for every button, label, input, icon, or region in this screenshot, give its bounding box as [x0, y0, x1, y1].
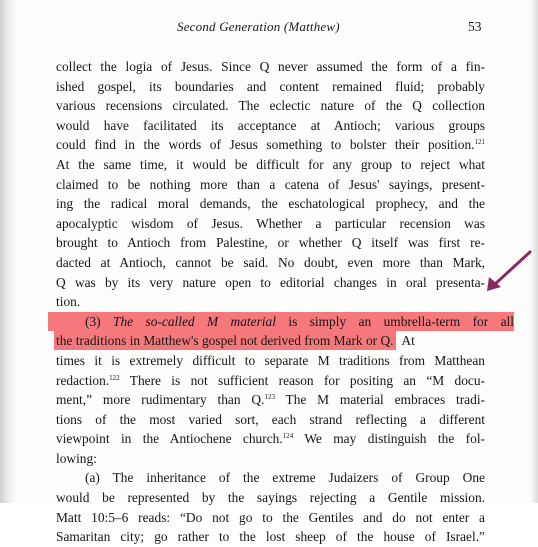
subsection-line: would be represented by the sayings rejecting a Gentile mission. [56, 490, 485, 506]
text-line: tion. [56, 294, 81, 310]
running-head [0, 19, 538, 39]
text-line: apocalyptic wisdom of Jesus. Whether a particular recension was [56, 215, 485, 231]
text-line: redaction.$^{122}$ There is not sufficient reason for positing an “M docu- [56, 372, 485, 388]
subsection-label: (a) [85, 470, 100, 486]
text-line: At the same time, it would be difficult for any group to reject what [56, 156, 485, 172]
text-line: ing the radical moral demands, the eschatological prophecy, and the [56, 196, 485, 212]
footnote-ref: 121 [474, 138, 485, 147]
section-number: (3) [85, 313, 101, 329]
text-line: would have facilitated its acceptance at Antioch; various groups [56, 117, 485, 133]
section-term: The so-called M material [113, 313, 276, 329]
text-line: brought to Antioch from Palestine, or whether Q itself was first re- [56, 235, 485, 251]
text-line: claimed to be nothing more than a catena of Jesus' sayings, present- [56, 176, 485, 192]
body-text [56, 57, 514, 547]
text-line: ished gospel, its boundaries and content remained fluid; probably [56, 78, 485, 94]
highlighted-passage [56, 312, 514, 351]
text-line: collect the logia of Jesus. Since Q never assumed the form of a fin- [56, 59, 485, 74]
subsection-line: (a) The inheritance of the extreme Judaizers of Group One [85, 470, 485, 486]
footnote-ref: 122 [109, 373, 120, 382]
text-fragment: At [401, 333, 415, 349]
text-line: Q was by its very nature open to editorial changes in oral presenta- [56, 274, 485, 290]
text-line: viewpoint in the Antiochene church.$^{124}$ We may distinguish the fol- [56, 431, 485, 447]
page-number: 53 [468, 19, 482, 34]
text-line: various recensions circulated. The eclectic nature of the Q collection [56, 98, 485, 114]
text-line: could find in the words of Jesus something to bolster their position.$^{121}$ [56, 137, 485, 153]
page-edge-shadow [0, 0, 16, 503]
text-line: lowing: [56, 450, 97, 466]
text-line: ment,” more rudimentary than Q.$^{123}$ The M material embraces tradi- [56, 392, 485, 408]
highlighted-line [48, 312, 514, 332]
text-line: dacted at Antioch, cannot be said. No doubt, even more than Mark, [56, 254, 485, 270]
text-line: tions of the most varied sort, each strand reflecting a different [56, 411, 485, 427]
footnote-ref: 123 [264, 393, 275, 402]
highlighted-text: is simply an umbrella-term for all [288, 313, 514, 329]
footnote-ref: 124 [282, 432, 294, 441]
highlighted-line [54, 331, 485, 351]
highlighted-text: the traditions in Matthew's gospel not derived from Mark or Q. [56, 333, 394, 349]
subsection-line: Matt 10:5–6 reads: “Do not go to the Gentiles and do not enter a [56, 509, 485, 525]
arrow-pointer-icon [484, 248, 534, 294]
text-line: times it is extremely difficult to separate M traditions from Matthean [56, 352, 485, 368]
running-head-title: Second Generation (Matthew) [177, 19, 340, 34]
subsection-line: Samaritan city; go rather to the lost sheep of the house of Israel.” [56, 529, 485, 545]
